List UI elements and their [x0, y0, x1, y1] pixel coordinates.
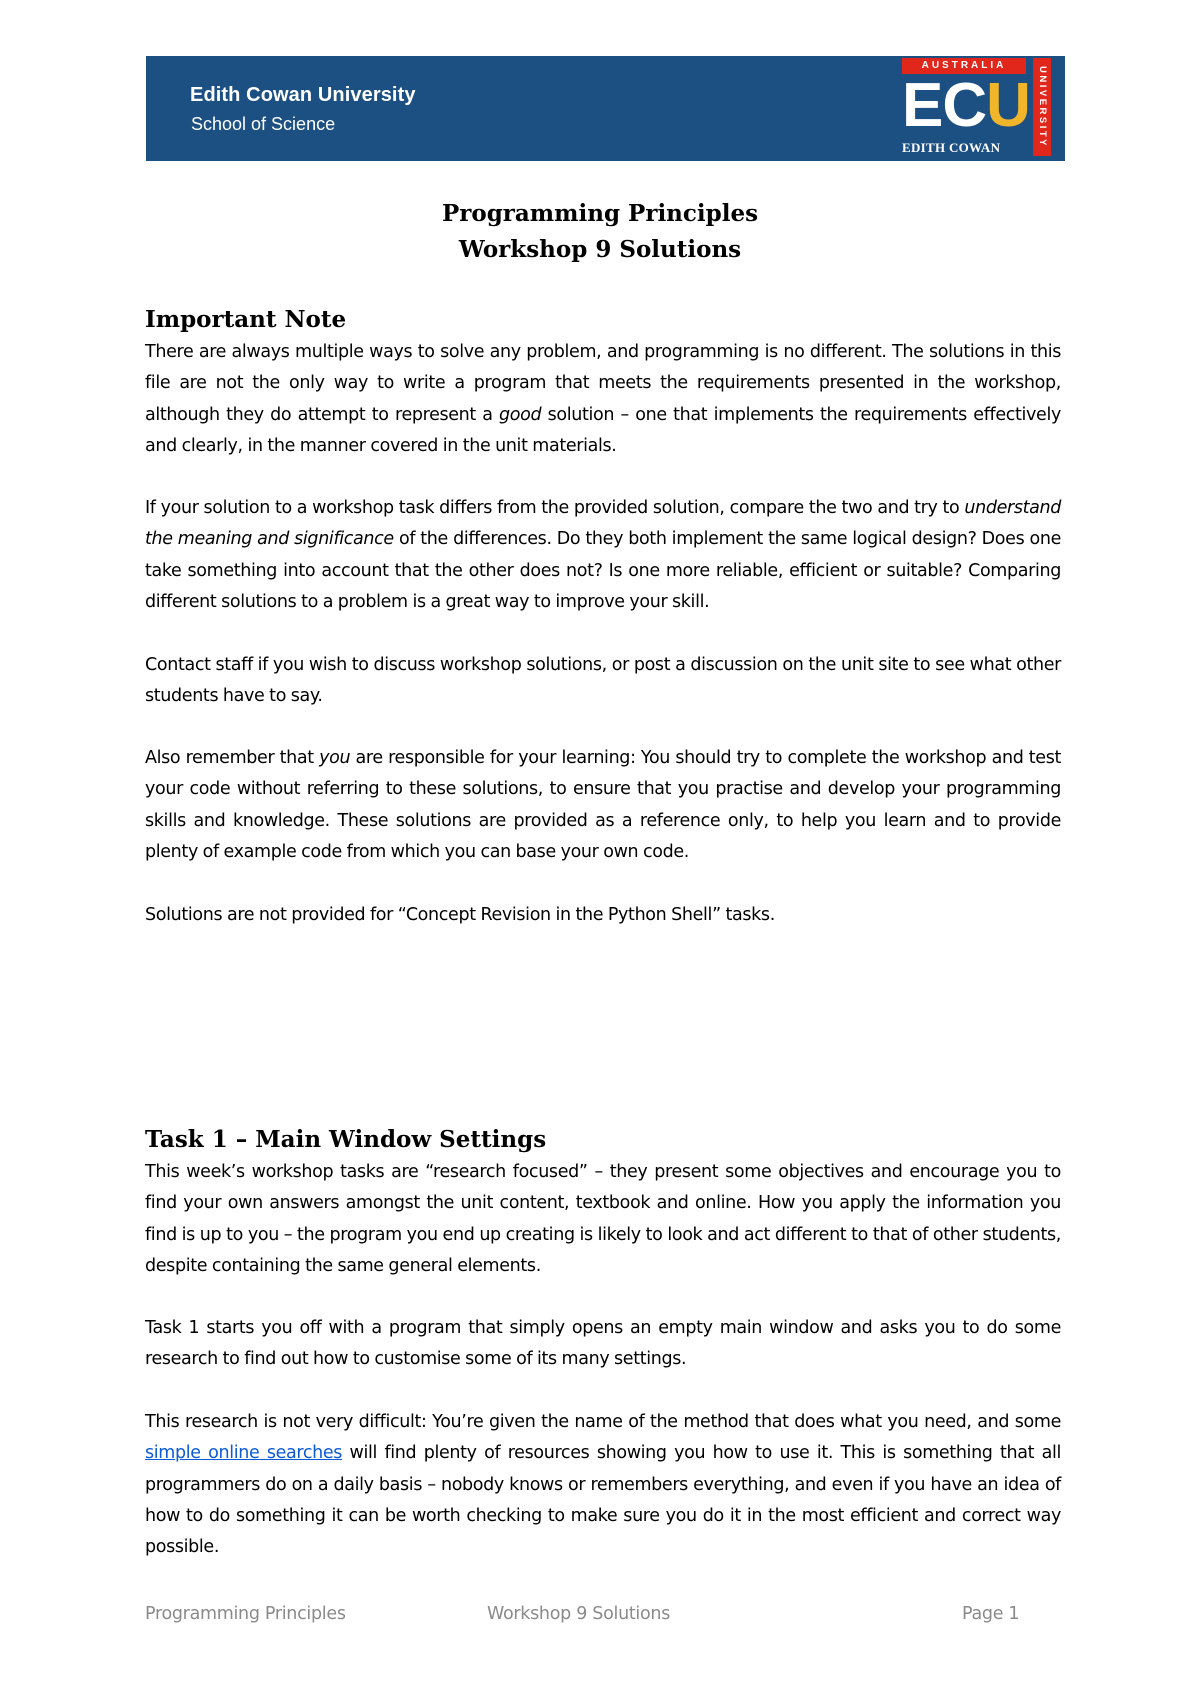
important-note-heading: Important Note [145, 306, 347, 333]
logo-country: AUSTRALIA [902, 58, 1026, 74]
university-name: Edith Cowan University [190, 84, 416, 106]
note-paragraph-4: Also remember that you are responsible for your learning: You should try to complete the workshop and test your code without referring to these solutions, to ensure that you practise and develop your programming skills and knowledge. These solutions are provided as a reference only, to help you learn and to provide plenty of example code from which you can base your own code. [145, 748, 1061, 862]
ecu-logo [902, 56, 1051, 161]
footer-left: Programming Principles [145, 1604, 346, 1624]
school-name: School of Science [191, 114, 336, 134]
footer-center: Workshop 9 Solutions [487, 1604, 671, 1624]
task1-paragraph-3: This research is not very difficult: You’re given the name of the method that does what you need, and some simple online searches will find plenty of resources showing you how to use it. This is something that all programmers do on a daily basis – nobody knows or remembers everything, and even if you have an idea of how to do something it can be worth checking to make sure you do it in the most efficient and correct way possible. [145, 1412, 1061, 1558]
task1-heading: Task 1 – Main Window Settings [145, 1126, 547, 1153]
document-subtitle: Workshop 9 Solutions [458, 236, 742, 263]
simple-online-searches-link[interactable]: simple online searches [145, 1443, 343, 1464]
note-paragraph-2: If your solution to a workshop task differs from the provided solution, compare the two and try to understand the meaning and significance of the differences. Do they both implement the same logical design? Does one take something into account that the other does not? Is one more reliable, efficient or suitable? Comparing different solutions to a problem is a great way to improve your skill. [145, 498, 1061, 612]
footer-page-number: Page 1 [962, 1604, 1020, 1624]
task1-paragraph-1: This week’s workshop tasks are “research focused” – they present some objectives and encourage you to find your own answers amongst the unit content, textbook and online. How you apply the information you find is up to you – the program you end up creating is likely to look and act different to that of other students, despite containing the same general elements. [145, 1162, 1061, 1276]
note-paragraph-1: There are always multiple ways to solve any problem, and programming is no different. The solutions in this file are not the only way to write a program that meets the requirements presented in the workshop, although they do attempt to represent a good solution – one that implements the requirements effectively and clearly, in the manner covered in the unit materials. [145, 342, 1061, 456]
note-paragraph-5: Solutions are not provided for “Concept Revision in the Python Shell” tasks. [145, 905, 775, 925]
task1-paragraph-2: Task 1 starts you off with a program that simply opens an empty main window and asks you to do some research to find out how to customise some of its many settings. [145, 1318, 1061, 1370]
logo-university-vertical: UNIVERSITY [1033, 58, 1051, 156]
logo-letters: ECU [902, 71, 1030, 140]
logo-name: EDITH COWAN [902, 140, 1001, 155]
document-title: Programming Principles [441, 200, 759, 227]
note-paragraph-3: Contact staff if you wish to discuss workshop solutions, or post a discussion on the unit site to see what other students have to say. [145, 655, 1061, 707]
header-banner [146, 56, 1065, 161]
